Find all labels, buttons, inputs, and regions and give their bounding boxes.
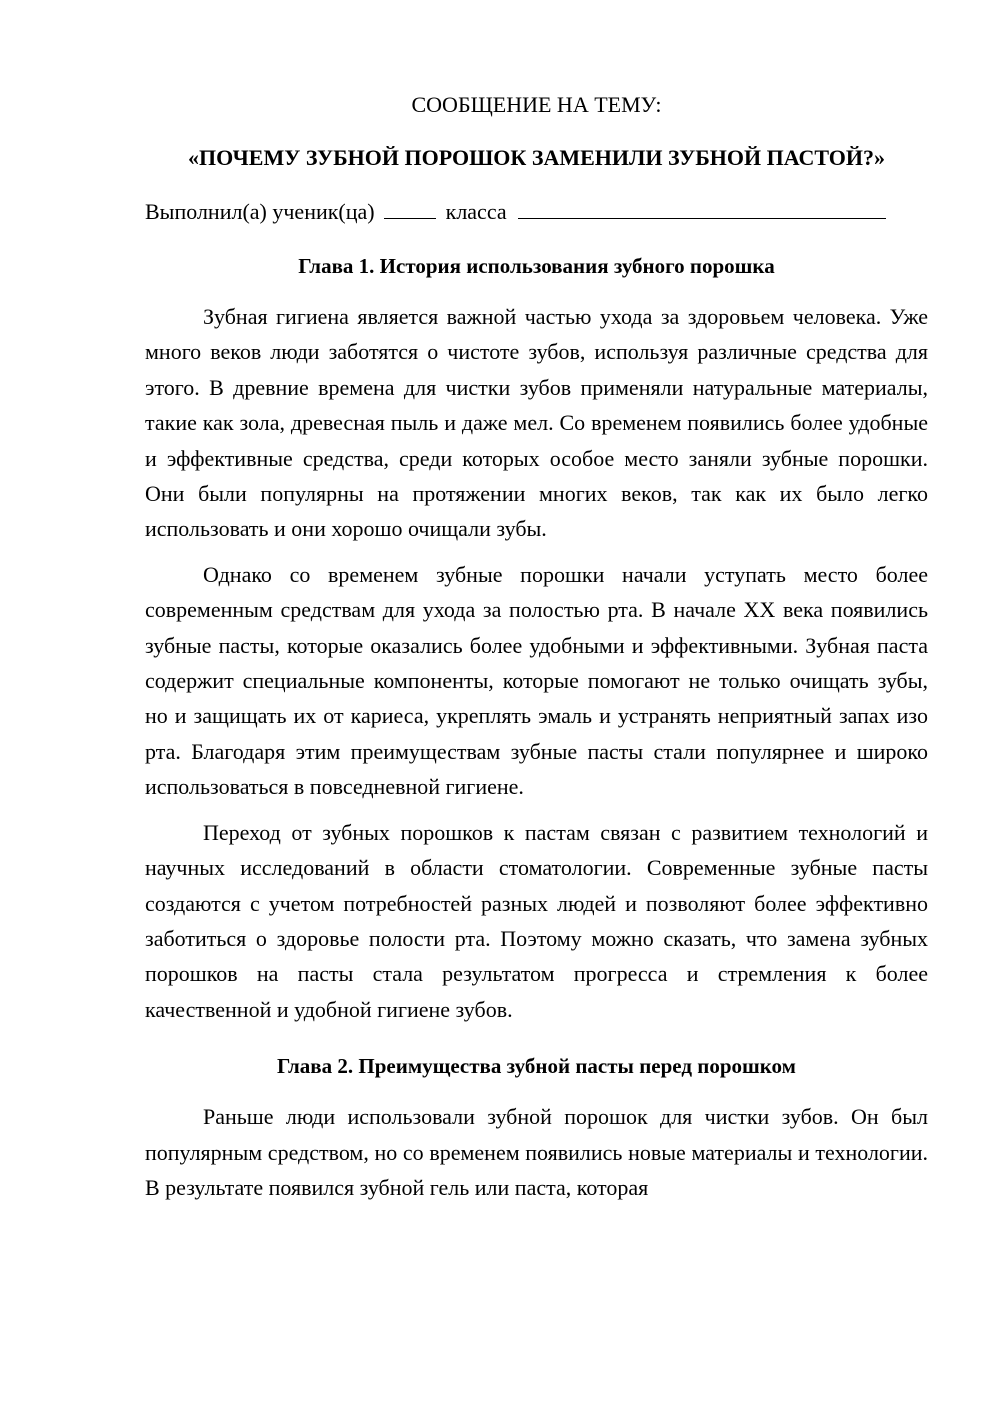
chapter-2 [145,1051,928,1205]
chapter-1 [145,251,928,1027]
chapter-title: Глава 1. История использования зубного порошка [298,254,775,278]
paragraph: Однако со временем зубные порошки начали уступать место более современным средствам для ухода за полостью рта. В начале XX века появились зубные пасты, которые оказались более удобными и эффективными. Зубная паста содержит специальные компоненты, которые помогают не только очищать зубы, но и защищать их от кариеса, укреплять эмаль и устранять неприятный запах изо рта. Благодаря этим преимуществам зубные пасты стали популярнее и широко использоваться в повседневной гигиене. [145,561,928,800]
student-info-line [145,197,928,227]
chapter-title: Глава 2. Преимущества зубной пасты перед порошком [277,1054,796,1079]
student-name-blank [518,198,886,219]
class-number-blank [384,198,436,219]
paragraph: Зубная гигиена является важной частью ухода за здоровьем человека. Уже много веков люди заботятся о чистоте зубов, используя различные средства для этого. В древние времена для чистки зубов применяли натуральные материалы, такие как зола, древесная пыль и даже мел. Со временем появились более удобные и эффективные средства, среди которых особое место заняли зубные порошки. Они были популярны на протяжении многих веков, так как их было легко использовать и они хорошо очищали зубы. [145,304,928,542]
document-topic: «ПОЧЕМУ ЗУБНОЙ ПОРОШОК ЗАМЕНИЛИ ЗУБНОЙ ПАСТОЙ?» [187,145,886,170]
paragraph: Раньше люди использовали зубной порошок для чистки зубов. Он был популярным средством, но со временем появились новые материалы и технологии. В результате появился зубной гель или паста, которая [145,1104,928,1200]
performed-by-label: Выполнил(а) ученик(ца) [145,199,375,224]
document-page [145,90,928,1215]
class-label: класса [445,199,507,224]
paragraph: Переход от зубных порошков к пастам связан с развитием технологий и научных исследований в области стоматологии. Современные зубные пасты создаются с учетом потребностей разных людей и позволяют более эффективно заботиться о здоровье полости рта. Поэтому можно сказать, что замена зубных порошков на пасты стала результатом прогресса и стремления к более качественной и удобной гигиене зубов. [145,819,928,1022]
document-heading: СООБЩЕНИЕ НА ТЕМУ: [411,92,662,117]
